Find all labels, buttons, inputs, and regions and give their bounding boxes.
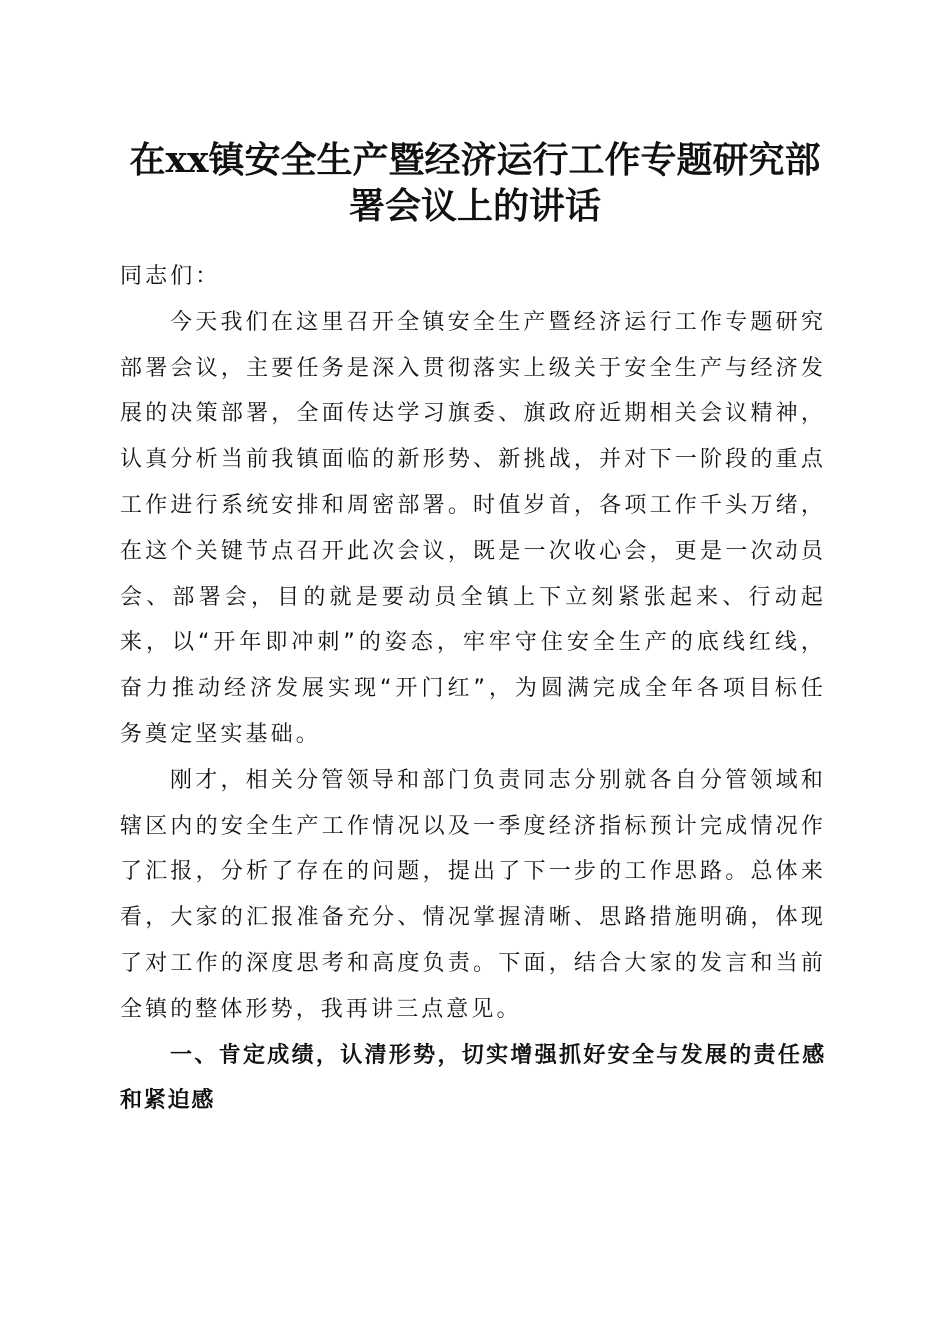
- document-title: [110, 137, 840, 229]
- paragraph-summary: 刚才，相关分管领导和部门负责同志分别就各自分管领域和辖区内的安全生产工作情况以及一季度经济指标预计完成情况作了汇报，分析了存在的问题，提出了下一步的工作思路。总体来看，大家的汇报准备充分、情况掌握清晰、思路措施明确，体现了对工作的深度思考和高度负责。下面，结合大家的发言和当前全镇的整体形势，我再讲三点意见。: [120, 767, 826, 1022]
- section-heading-1: 一、肯定成绩，认清形势，切实增强抓好安全与发展的责任感和紧迫感: [120, 1042, 826, 1114]
- title-line-1: 在xx镇安全生产暨经济运行工作专题研究部: [129, 139, 821, 181]
- paragraph-intro: 今天我们在这里召开全镇安全生产暨经济运行工作专题研究部署会议，主要任务是深入贯彻落实上级关于安全生产与经济发展的决策部署，全面传达学习旗委、旗政府近期相关会议精神，认真分析当前我镇面临的新形势、新挑战，并对下一阶段的重点工作进行系统安排和周密部署。时值岁首，各项工作千头万绪，在这个关键节点召开此次会议，既是一次收心会，更是一次动员会、部署会，目的就是要动员全镇上下立刻紧张起来、行动起来，以“开年即冲刺”的姿态，牢牢守住安全生产的底线红线，奋力推动经济发展实现“开门红”，为圆满完成全年各项目标任务奠定坚实基础。: [120, 309, 826, 747]
- salutation: 同志们：: [120, 264, 221, 289]
- document-body: [120, 254, 826, 1124]
- title-line-2: 署会议上的讲话: [348, 185, 601, 227]
